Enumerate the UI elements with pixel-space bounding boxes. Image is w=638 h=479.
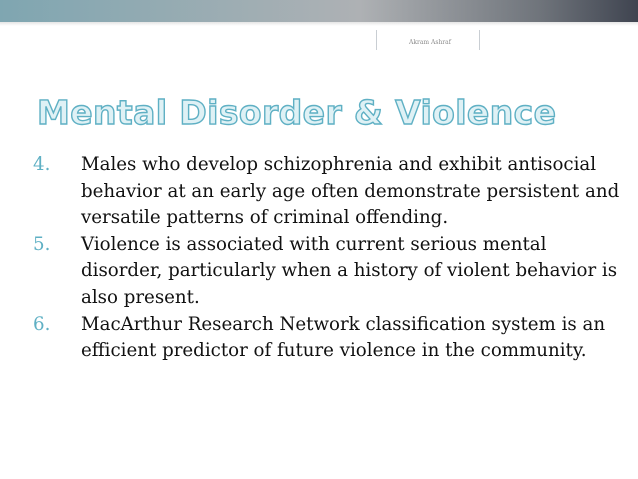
list-item bbox=[33, 232, 623, 312]
numbered-list bbox=[33, 152, 623, 365]
author-label: Akram Ashraf bbox=[409, 39, 451, 46]
slide-title: Mental Disorder & Violence bbox=[37, 93, 557, 132]
header-divider-left bbox=[376, 30, 377, 50]
list-item-text: MacArthur Research Network classification system is an efficient predictor of future violence in the community. bbox=[81, 313, 606, 362]
header-bar-shadow bbox=[0, 22, 638, 26]
list-number: 6. bbox=[33, 313, 51, 335]
list-number: 5. bbox=[33, 233, 51, 255]
list-number: 4. bbox=[33, 154, 51, 175]
header-divider-right bbox=[479, 30, 480, 50]
list-item-text: Males who develop schizophrenia and exhibit antisocial behavior at an early age often demonstrate persistent and versatile patterns of criminal offending. bbox=[81, 154, 620, 229]
header-bar bbox=[0, 0, 638, 22]
list-item bbox=[33, 312, 623, 365]
list-item bbox=[33, 152, 623, 232]
list-item-text: Violence is associated with current serious mental disorder, particularly when a history of violent behavior is also present. bbox=[81, 233, 618, 308]
